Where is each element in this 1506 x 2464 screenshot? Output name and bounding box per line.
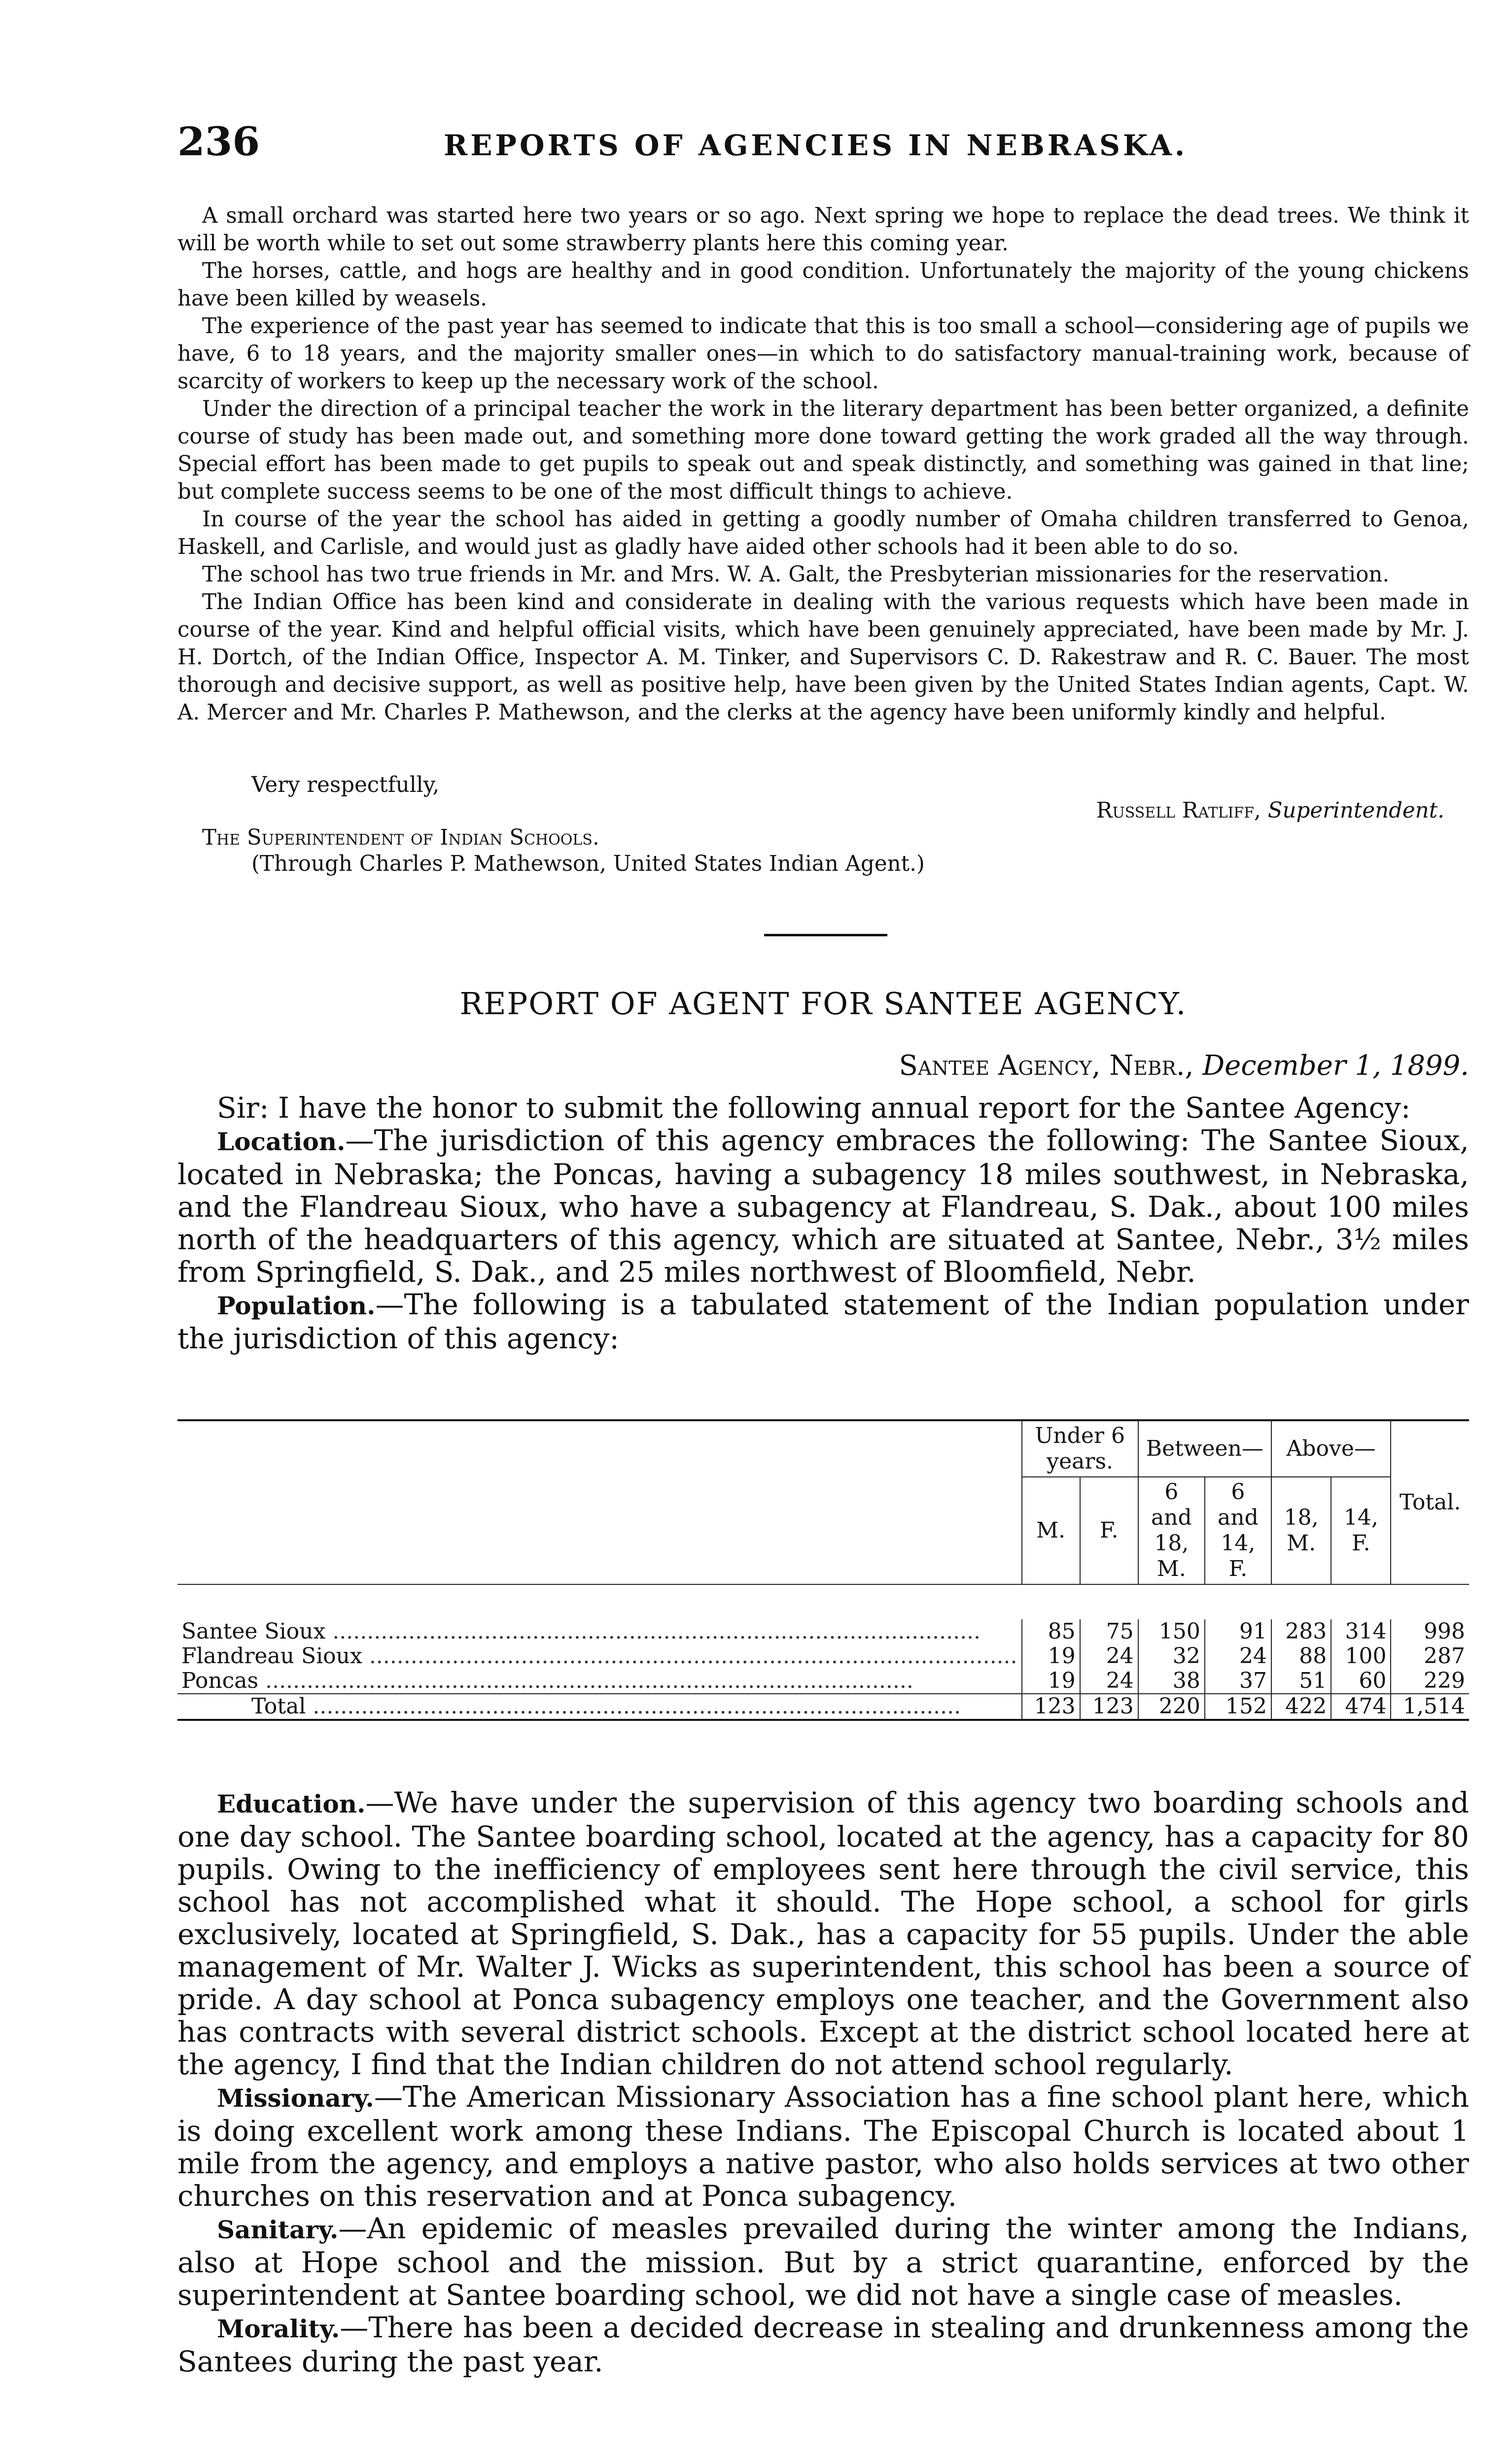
morality-heading: Morality.: [217, 2314, 340, 2343]
subheader: 14, F.: [1331, 1477, 1391, 1584]
table-row: Poncas .............................................................................................. 19 24 38 37 51 60 229: [177, 1669, 1469, 1694]
cell: 85: [1022, 1619, 1080, 1644]
page-header: [177, 118, 1469, 165]
report-title: REPORT OF AGENT FOR SANTEE AGENCY.: [459, 986, 1187, 1022]
subheader: F.: [1080, 1477, 1138, 1584]
population-heading: Population.: [217, 1291, 376, 1320]
cell: 32: [1138, 1644, 1205, 1669]
cell: 123: [1022, 1694, 1080, 1720]
table-header-row: [177, 1420, 1469, 1477]
population-text: —The following is a tabulated statement of the Indian population under the jurisdiction of this agency:: [177, 1288, 1469, 1355]
row-label: Santee Sioux: [181, 1619, 326, 1644]
cell: 51: [1271, 1669, 1331, 1694]
paragraph: Under the direction of a principal teacher the work in the literary department has been better organized, a definite course of study has been made out, and something more done toward getting the work graded all the way through. Special effort has been made to get pupils to speak out and speak distinctly, and something was gained in that line; but complete success seems to be one of the most difficult things to achieve.: [177, 397, 1469, 504]
section-divider: [764, 934, 887, 936]
signature: [1096, 798, 1444, 823]
cell: 220: [1138, 1694, 1205, 1720]
cell: 24: [1080, 1669, 1138, 1694]
report-body: [177, 1786, 1469, 2378]
row-label: Flandreau Sioux: [181, 1644, 362, 1669]
dateline-place: Santee Agency, Nebr.,: [899, 1050, 1194, 1082]
sanitary-text: —An epidemic of measles prevailed during the winter among the Indians, also at Hope school and the mission. But by a strict quarantine, enforced by the superintendent at Santee boarding school, we did not have a single case of measles.: [177, 2212, 1469, 2312]
sanitary-paragraph: [177, 2212, 1469, 2311]
subheader: 18, M.: [1271, 1477, 1331, 1584]
cell: 19: [1022, 1644, 1080, 1669]
cell: 229: [1391, 1669, 1469, 1694]
cell: 1,514: [1391, 1694, 1469, 1720]
location-text: —The jurisdiction of this agency embraces the following: The Santee Sioux, located in Nebraska; the Poncas, having a subagency 18 miles southwest, in Nebraska, and the Flandreau Sioux, who have a subagency at Flandreau, S. Dak., about 100 miles north of the headquarters of this agency, which are situated at Santee, Nebr., 3½ miles from Springfield, S. Dak., and 25 miles northwest of Bloomfield, Nebr.: [177, 1124, 1469, 1289]
cell: 91: [1205, 1619, 1271, 1644]
cell: 287: [1391, 1644, 1469, 1669]
morality-text: —There has been a decided decrease in stealing and drunkenness among the Santees during the past year.: [177, 2311, 1469, 2378]
morality-paragraph: [177, 2311, 1469, 2378]
cell: 100: [1331, 1644, 1391, 1669]
addressee: The Superintendent of Indian Schools.: [202, 825, 599, 850]
page-number: 236: [177, 118, 260, 165]
sanitary-heading: Sanitary.: [217, 2215, 339, 2244]
through-line: (Through Charles P. Mathewson, United States Indian Agent.): [251, 852, 925, 876]
cell: 19: [1022, 1669, 1080, 1694]
header-total: Total.: [1391, 1420, 1469, 1584]
header-under-6: Under 6 years.: [1022, 1420, 1138, 1477]
cell: 24: [1205, 1644, 1271, 1669]
cell: 152: [1205, 1694, 1271, 1720]
cell: 37: [1205, 1669, 1271, 1694]
table-total-row: Total .............................................................................................. 123 123 220 152 422 474 1,514: [177, 1694, 1469, 1720]
cell: 998: [1391, 1619, 1469, 1644]
paragraph: The experience of the past year has seemed to indicate that this is too small a school—considering age of pupils we have, 6 to 18 years, and the majority smaller ones—in which to do satisfactory manual-training work, because of scarcity of workers to keep up the necessary work of the school.: [177, 314, 1469, 394]
education-text: —We have under the supervision of this agency two boarding schools and one day school. The Santee boarding school, located at the agency, has a capacity for 80 pupils. Owing to the inefficiency of employees sent here through the civil service, this school has not accomplished what it should. The Hope school, a school for girls exclusively, located at Springfield, S. Dak., has a capacity for 55 pupils. Under the able management of Mr. Walter J. Wicks as superintendent, this school has been a source of pride. A day school at Ponca subagency employs one teacher, and the Government also has contracts with several district schools. Except at the district school located here at the agency, I find that the Indian children do not attend school regularly.: [177, 1786, 1469, 2081]
row-label: Poncas: [181, 1669, 259, 1693]
paragraph: The Indian Office has been kind and considerate in dealing with the various requests which have been made in course of the year. Kind and helpful official visits, which have been genuinely appreciated, have been made by Mr. J. H. Dortch, of the Indian Office, Inspector A. M. Tinker, and Supervisors C. D. Rakestraw and R. C. Bauer. The most thorough and decisive support, as well as positive help, have been given by the United States Indian agents, Capt. W. A. Mercer and Mr. Charles P. Mathewson, and the clerks at the agency have been uniformly kindly and helpful.: [177, 590, 1469, 725]
subheader: M.: [1022, 1477, 1080, 1584]
population-paragraph: [177, 1288, 1469, 1355]
signature-name: Russell Ratliff,: [1096, 798, 1261, 823]
cell: 422: [1271, 1694, 1331, 1720]
previous-report-body: [177, 202, 1469, 726]
paragraph: The horses, cattle, and hogs are healthy and in good condition. Unfortunately the majority of the young chickens have been killed by weasels.: [177, 259, 1469, 311]
paragraph: A small orchard was started here two years or so ago. Next spring we hope to replace the dead trees. We think it will be worth while to set out some strawberry plants here this coming year.: [177, 204, 1469, 256]
cell: 88: [1271, 1644, 1331, 1669]
cell: 123: [1080, 1694, 1138, 1720]
missionary-paragraph: [177, 2081, 1469, 2212]
cell: 24: [1080, 1644, 1138, 1669]
population-table: [177, 1419, 1469, 1721]
closing-salutation: Very respectfully,: [251, 773, 440, 797]
paragraph: The school has two true friends in Mr. and Mrs. W. A. Galt, the Presbyterian missionaries for the reservation.: [202, 562, 1390, 587]
dateline: [899, 1050, 1469, 1082]
cell: 314: [1331, 1619, 1391, 1644]
dateline-date: December 1, 1899.: [1202, 1050, 1469, 1082]
location-paragraph: [177, 1124, 1469, 1288]
header-between: Between—: [1138, 1420, 1271, 1477]
cell: 38: [1138, 1669, 1205, 1694]
row-label: Total: [251, 1694, 306, 1719]
missionary-heading: Missionary.: [217, 2084, 374, 2113]
cell: 283: [1271, 1619, 1331, 1644]
education-heading: Education.: [217, 1789, 366, 1818]
table-row: Santee Sioux .............................................................................................. 85 75 150 91 283 314 998: [177, 1619, 1469, 1644]
location-heading: Location.: [217, 1127, 346, 1156]
running-title: REPORTS OF AGENCIES IN NEBRASKA.: [444, 129, 1188, 162]
signature-title: Superintendent.: [1267, 798, 1444, 823]
table-row: Flandreau Sioux .............................................................................................. 19 24 32 24 88 100 287: [177, 1644, 1469, 1669]
cell: 150: [1138, 1619, 1205, 1644]
salutation: Sir: I have the honor to submit the following annual report for the Santee Agency:: [217, 1091, 1411, 1125]
cell: 474: [1331, 1694, 1391, 1720]
cell: 60: [1331, 1669, 1391, 1694]
missionary-text: —The American Missionary Association has a fine school plant here, which is doing excellent work among these Indians. The Episcopal Church is located about 1 mile from the agency, and employs a native pastor, who also holds services at two other churches on this reservation and at Ponca subagency.: [177, 2080, 1469, 2213]
report-intro: [177, 1092, 1469, 1355]
header-above: Above—: [1271, 1420, 1391, 1477]
subheader: 6 and 14, F.: [1205, 1477, 1271, 1584]
education-paragraph: [177, 1786, 1469, 2081]
subheader: 6 and 18, M.: [1138, 1477, 1205, 1584]
cell: 75: [1080, 1619, 1138, 1644]
paragraph: In course of the year the school has aided in getting a goodly number of Omaha children transferred to Genoa, Haskell, and Carlisle, and would just as gladly have aided other schools had it been able to do so.: [177, 507, 1469, 559]
